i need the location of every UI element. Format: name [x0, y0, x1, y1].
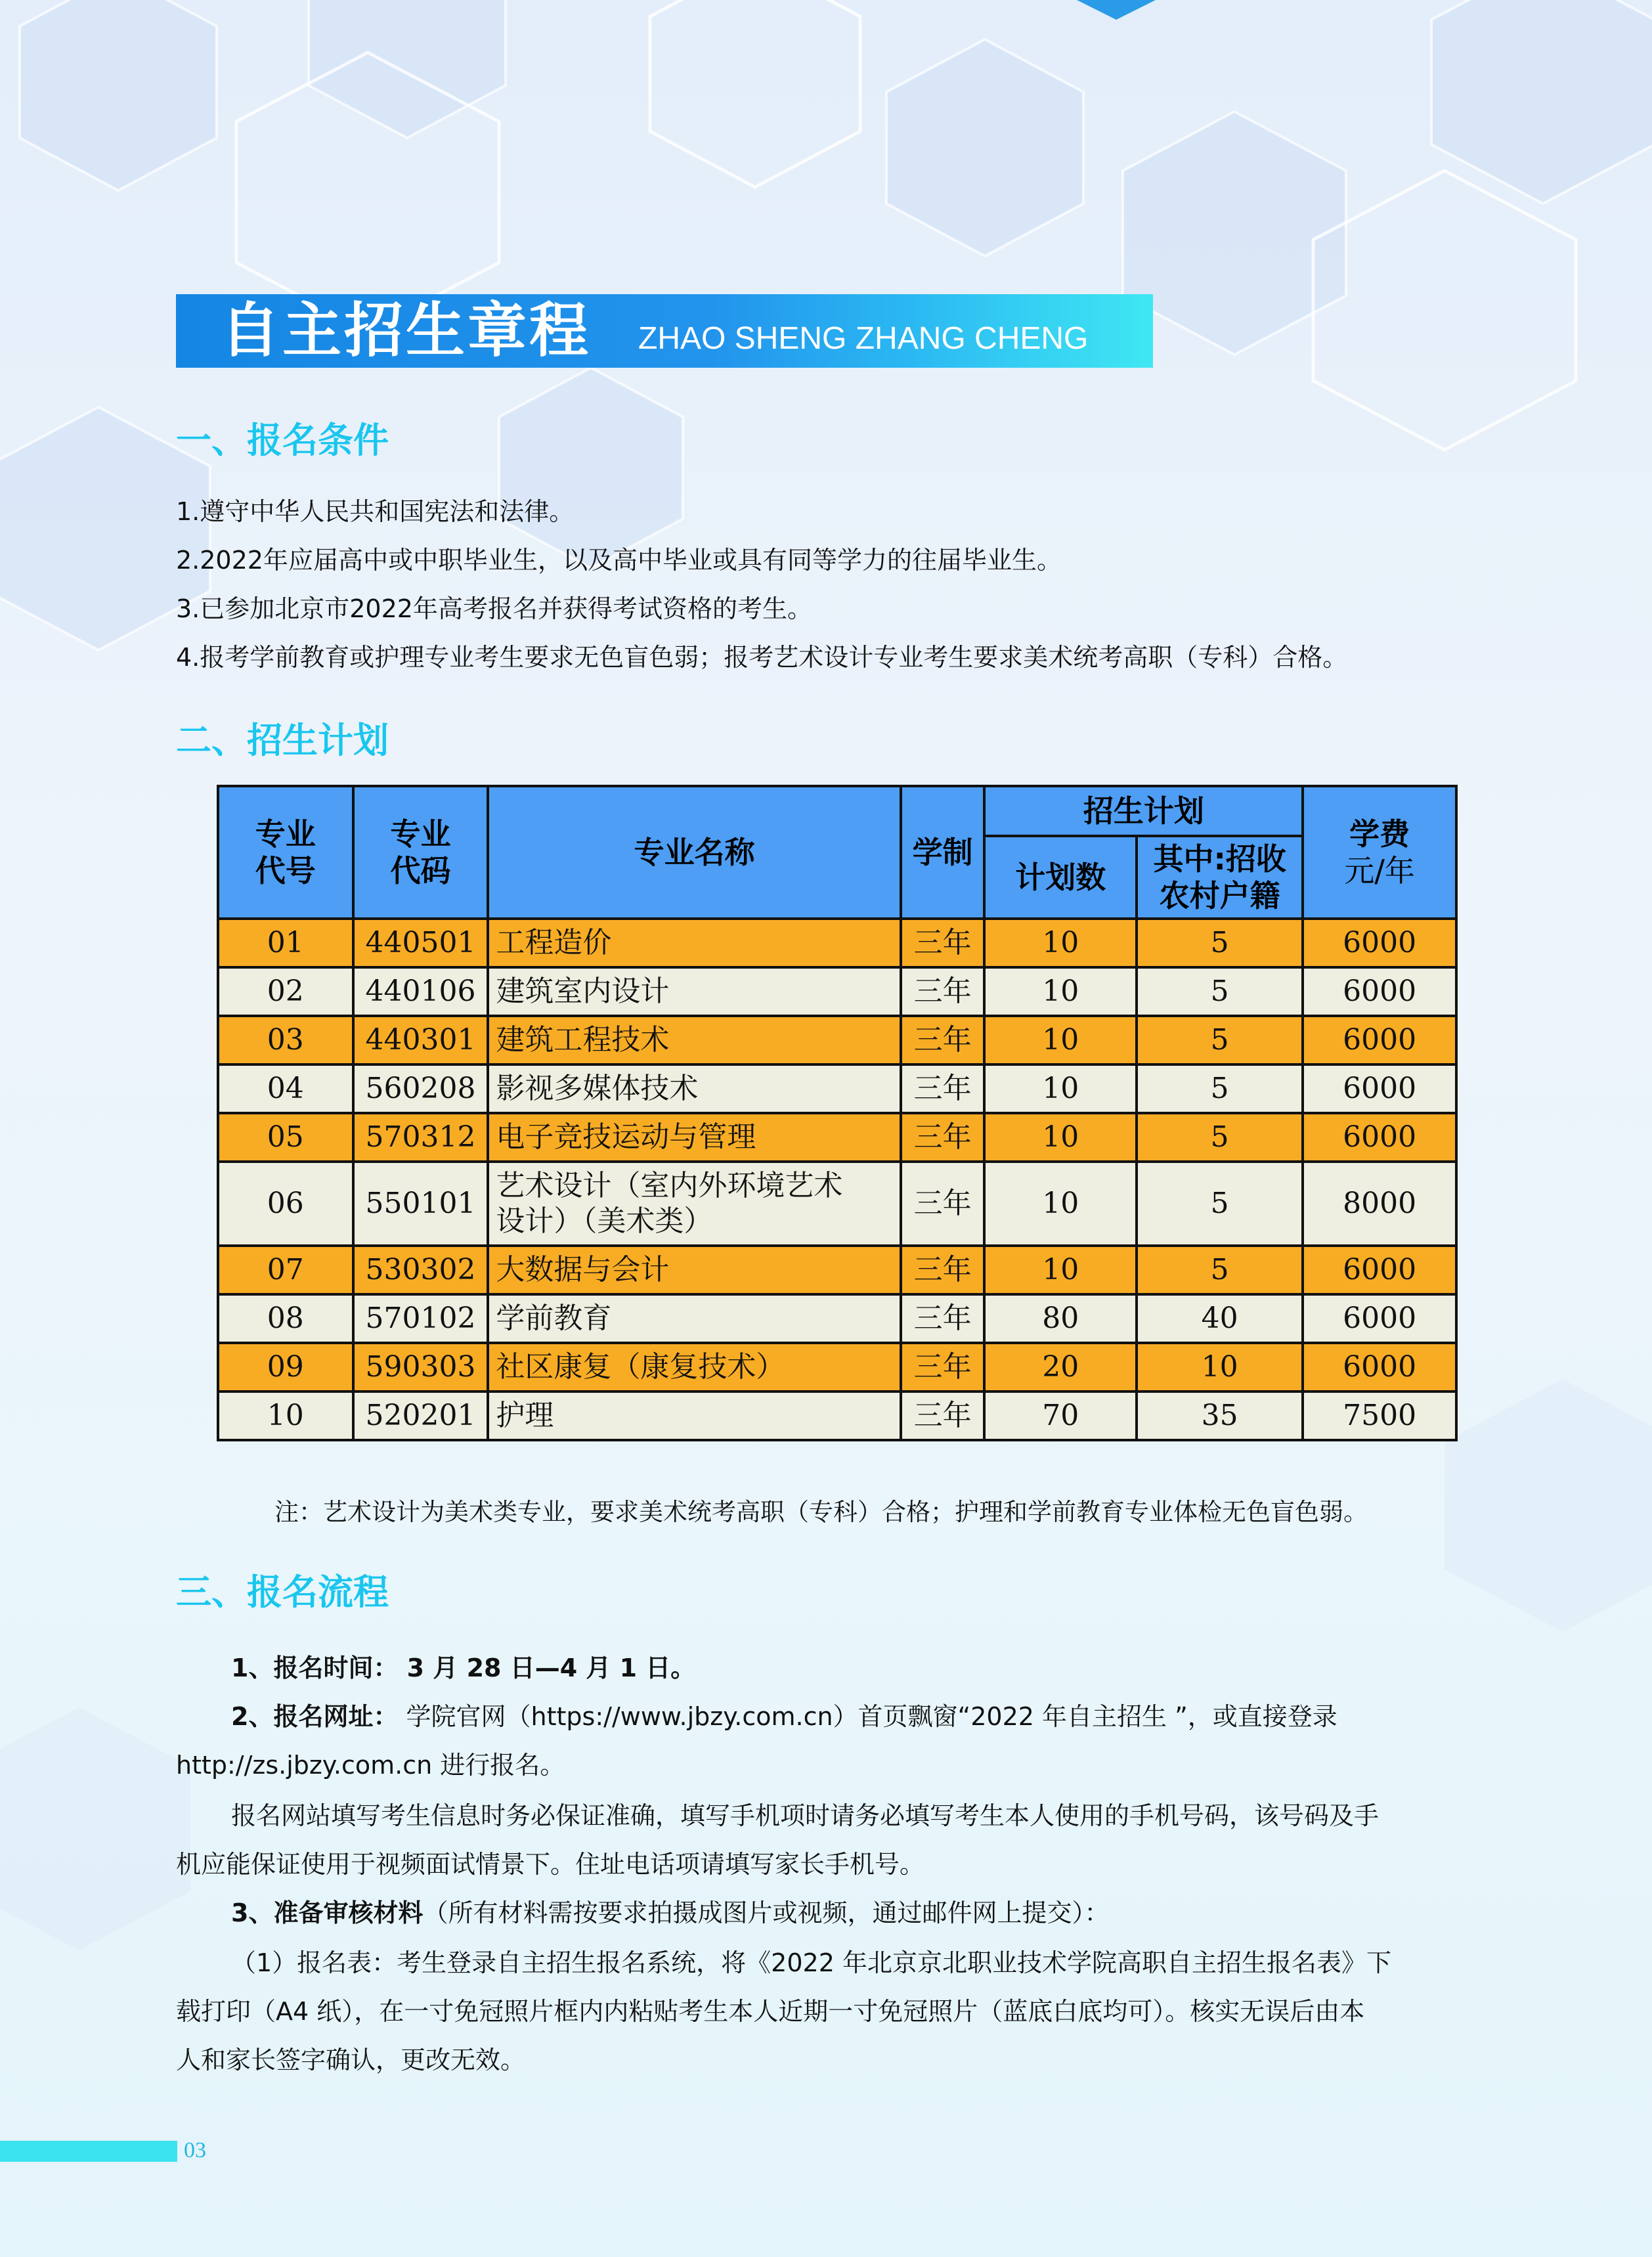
table-row	[218, 1064, 1456, 1113]
process-url-cont	[176, 1749, 839, 1782]
page-title: 自主招生章程	[221, 296, 591, 365]
page-footer-bar	[0, 2141, 177, 2162]
header-plan-total: 计划数	[984, 836, 1136, 919]
cell-code: 560208	[353, 1064, 489, 1113]
condition-item: 1.遵守中华人民共和国宪法和法律。	[176, 497, 575, 526]
cell-name	[488, 1343, 900, 1391]
condition-item: 3.已参加北京市2022年高考报名并获得考试资格的考生。	[176, 594, 812, 623]
cell-code: 440106	[353, 967, 489, 1016]
cell-fee: 6000	[1303, 1113, 1456, 1162]
cell-name-line: 建筑室内设计	[496, 975, 670, 1008]
cell-name-line: 影视多媒体技术	[496, 1072, 699, 1105]
cell-name	[488, 1294, 900, 1343]
cell-seq: 03	[218, 1016, 353, 1064]
registration-link[interactable]: http://zs.jbzy.com.cn 进行报名。	[176, 1751, 565, 1780]
cell-rural: 5	[1137, 1162, 1303, 1246]
process-form-line: 人和家长签字确认，更改无效。	[176, 2046, 526, 2074]
cell-plan: 10	[984, 1064, 1136, 1113]
table-row	[218, 1343, 1456, 1391]
cell-fee: 8000	[1303, 1162, 1456, 1246]
cell-seq: 01	[218, 919, 353, 967]
cell-rural: 5	[1137, 967, 1303, 1016]
table-row	[218, 1113, 1456, 1162]
cell-code: 440501	[353, 919, 489, 967]
cell-seq: 06	[218, 1162, 353, 1246]
cell-name-line: 护理	[496, 1399, 554, 1432]
section1-heading: 一、报名条件	[176, 420, 389, 461]
cell-duration: 三年	[901, 1343, 985, 1391]
cell-code: 520201	[353, 1391, 489, 1440]
cell-rural: 10	[1137, 1343, 1303, 1391]
cell-plan: 10	[984, 1162, 1136, 1246]
cell-seq: 05	[218, 1113, 353, 1162]
cell-fee: 6000	[1303, 967, 1456, 1016]
condition-item: 4.报考学前教育或护理专业考生要求无色盲色弱；报考艺术设计专业考生要求美术统考高职（专科）合格。	[176, 643, 1348, 672]
process-time	[231, 1652, 894, 1684]
cell-duration: 三年	[901, 1246, 985, 1294]
table-row	[218, 967, 1456, 1016]
header-duration: 学制	[901, 786, 985, 919]
process-time-label: 1、报名时间：	[231, 1654, 399, 1682]
header-name: 专业名称	[488, 786, 900, 919]
process-materials-text: （所有材料需按要求拍摄成图片或视频，通过邮件网上提交）：	[423, 1898, 1110, 1927]
section2-heading: 二、招生计划	[176, 720, 389, 761]
table-row	[218, 1162, 1456, 1246]
table-row	[218, 1016, 1456, 1064]
header-rural-line: 农村户籍	[1159, 878, 1280, 913]
cell-plan: 10	[984, 1016, 1136, 1064]
cell-duration: 三年	[901, 967, 985, 1016]
cell-seq: 09	[218, 1343, 353, 1391]
cell-code: 440301	[353, 1016, 489, 1064]
page-number: 03	[184, 2138, 206, 2162]
cell-name	[488, 1246, 900, 1294]
table-row	[218, 1246, 1456, 1294]
cell-name	[488, 1113, 900, 1162]
cell-duration: 三年	[901, 1294, 985, 1343]
cell-seq: 02	[218, 967, 353, 1016]
cell-rural: 5	[1137, 1246, 1303, 1294]
cell-name	[488, 1064, 900, 1113]
cell-name-line: 建筑工程技术	[496, 1023, 670, 1057]
cell-fee: 6000	[1303, 1343, 1456, 1391]
process-materials	[231, 1896, 1110, 1929]
table-row	[218, 919, 1456, 967]
header-plan-rural	[1137, 836, 1303, 919]
page-subtitle: ZHAO SHENG ZHANG CHENG	[638, 321, 1089, 356]
header-fee	[1303, 786, 1456, 919]
cell-name	[488, 1162, 900, 1246]
cell-code: 590303	[353, 1343, 489, 1391]
header-fee-label: 学费	[1349, 816, 1410, 852]
header-code-line: 专业	[390, 816, 451, 852]
process-form-line: （1）报名表：考生登录自主招生报名系统，将《2022 年北京京北职业技术学院高职自主招生报名表》下	[231, 1948, 1391, 1977]
header-fee-unit: 元/年	[1344, 853, 1415, 888]
cell-seq: 07	[218, 1246, 353, 1294]
process-time-text: 3 月 28 日—4 月 1 日。	[398, 1654, 696, 1682]
process-url-text: 学院官网（https://www.jbzy.com.cn）首页飘窗“2022 年自主招生 ”，或直接登录	[398, 1702, 1337, 1731]
cell-name-line: 社区康复（康复技术）	[496, 1350, 785, 1384]
cell-code: 550101	[353, 1162, 489, 1246]
cell-fee: 6000	[1303, 1294, 1456, 1343]
cell-code: 530302	[353, 1246, 489, 1294]
condition-item: 2.2022年应届高中或中职毕业生，以及高中毕业或具有同等学力的往届毕业生。	[176, 546, 1062, 575]
process-materials-label: 3、准备审核材料	[231, 1898, 424, 1927]
cell-rural: 5	[1137, 1016, 1303, 1064]
header-seq-line: 代号	[255, 853, 316, 888]
header-rural-line: 其中:招收	[1153, 841, 1286, 877]
cell-plan: 80	[984, 1294, 1136, 1343]
cell-name-line: 电子竞技运动与管理	[496, 1120, 756, 1154]
cell-name	[488, 919, 900, 967]
process-info-line: 机应能保证使用于视频面试情景下。住址电话项请填写家长手机号。	[176, 1850, 925, 1879]
cell-rural: 5	[1137, 1064, 1303, 1113]
cell-fee: 6000	[1303, 1246, 1456, 1294]
cell-duration: 三年	[901, 1162, 985, 1246]
cell-rural: 5	[1137, 919, 1303, 967]
cell-name	[488, 1016, 900, 1064]
cell-name-line: 大数据与会计	[496, 1253, 670, 1286]
cell-plan: 10	[984, 1246, 1136, 1294]
header-code	[353, 786, 489, 919]
cell-name-line: 设计）（美术类）	[496, 1204, 713, 1238]
cell-plan: 70	[984, 1391, 1136, 1440]
cell-plan: 20	[984, 1343, 1136, 1391]
cell-fee: 6000	[1303, 1016, 1456, 1064]
process-info-line: 报名网站填写考生信息时务必保证准确，填写手机项时请务必填写考生本人使用的手机号码，该号码及手	[231, 1801, 1380, 1830]
cell-seq: 10	[218, 1391, 353, 1440]
cell-name-line: 艺术设计（室内外环境艺术	[496, 1169, 843, 1202]
cell-name	[488, 1391, 900, 1440]
table-row	[218, 1391, 1456, 1440]
cell-duration: 三年	[901, 1113, 985, 1162]
cell-rural: 40	[1137, 1294, 1303, 1343]
cell-fee: 6000	[1303, 1064, 1456, 1113]
cell-duration: 三年	[901, 1391, 985, 1440]
title-banner	[176, 294, 1153, 368]
process-form-line: 载打印（A4 纸），在一寸免冠照片框内内粘贴考生本人近期一寸免冠照片（蓝底白底均可）。核实无误后由本	[176, 1997, 1365, 2026]
cell-seq: 04	[218, 1064, 353, 1113]
cell-rural: 35	[1137, 1391, 1303, 1440]
cell-name-line: 学前教育	[496, 1302, 612, 1335]
cell-plan: 10	[984, 919, 1136, 967]
cell-duration: 三年	[901, 1064, 985, 1113]
cell-name-line: 工程造价	[496, 926, 612, 959]
cell-name	[488, 967, 900, 1016]
enrollment-plan-table	[217, 785, 1458, 1441]
cell-rural: 5	[1137, 1113, 1303, 1162]
cell-code: 570312	[353, 1113, 489, 1162]
header-plan-group: 招生计划	[984, 786, 1303, 836]
header-code-line: 代码	[390, 853, 451, 888]
cell-fee: 7500	[1303, 1391, 1456, 1440]
cell-plan: 10	[984, 967, 1136, 1016]
header-seq-line: 专业	[255, 816, 316, 852]
cell-code: 570102	[353, 1294, 489, 1343]
table-row	[218, 1294, 1456, 1343]
cell-duration: 三年	[901, 1016, 985, 1064]
process-url	[231, 1700, 1337, 1733]
cell-fee: 6000	[1303, 919, 1456, 967]
cell-duration: 三年	[901, 919, 985, 967]
process-url-label: 2、报名网址：	[231, 1702, 399, 1731]
cell-plan: 10	[984, 1113, 1136, 1162]
table-note: 注：艺术设计为美术类专业，要求美术统考高职（专科）合格；护理和学前教育专业体检无色盲色弱。	[274, 1498, 1368, 1526]
cell-seq: 08	[218, 1294, 353, 1343]
header-seq	[218, 786, 353, 919]
section3-heading: 三、报名流程	[176, 1571, 389, 1613]
